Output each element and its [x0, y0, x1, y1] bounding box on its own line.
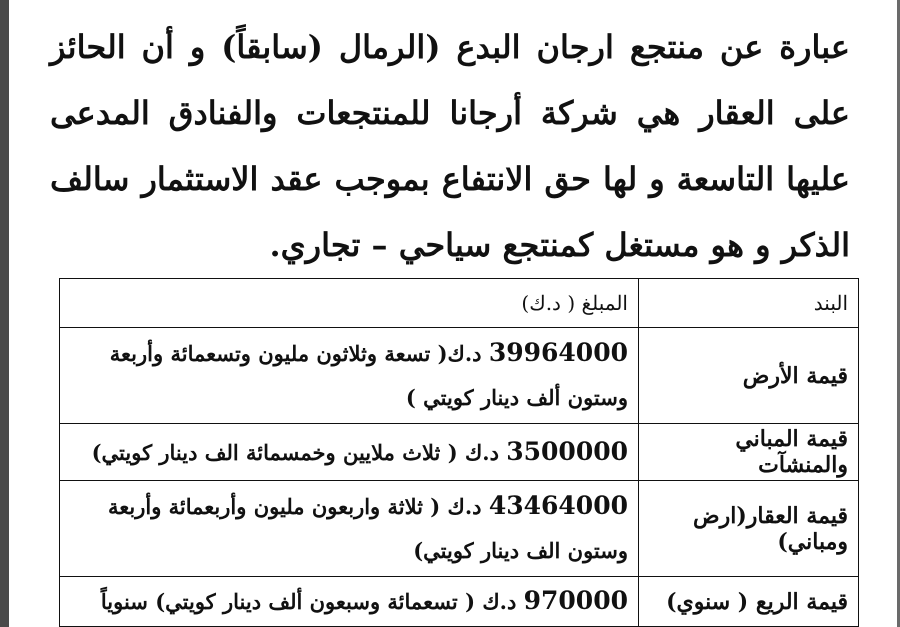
header-amount: المبلغ ( د.ك) — [60, 279, 639, 328]
amount-words: د.ك ( ثلاث ملايين وخمسمائة الف دينار كويتي) — [91, 439, 499, 465]
row-amount — [60, 328, 639, 424]
body-paragraph: عبارة عن منتجع ارجان البدع (الرمال (سابقاً) و أن الحائز على العقار هي شركة أرجانا للمنتجعات والفنادق المدعى عليها التاسعة و لها حق الانتفاع بموجب عقد الاستثمار سالف الذكر و هو مستغل كمنتجع سياحي – تجاري. — [50, 28, 851, 264]
amount-words: د.ك ( تسعمائة وسبعون ألف دينار كويتي) سنوياً — [100, 589, 517, 614]
amount-words: د.ك ( ثلاثة واربعون مليون وأربعمائة وأربعة وستون الف دينار كويتي) — [108, 494, 628, 563]
table-row — [60, 577, 859, 627]
table-row — [60, 328, 859, 424]
amount-number: 39964000 — [488, 338, 628, 367]
header-item: البند — [639, 279, 859, 328]
table-row — [60, 481, 859, 577]
row-item-label: قيمة المباني والمنشآت — [639, 424, 859, 481]
row-item-label: قيمة الريع ( سنوي) — [639, 577, 859, 627]
valuation-table — [59, 278, 859, 627]
table-row — [60, 424, 859, 481]
amount-words: د.ك( تسعة وثلاثون مليون وتسعمائة وأربعة وستون ألف دينار كويتي ) — [109, 341, 628, 410]
row-amount — [60, 424, 639, 481]
table-header-row — [60, 279, 859, 328]
page-left-edge — [0, 0, 9, 627]
amount-number: 43464000 — [488, 491, 628, 520]
row-item-label: قيمة العقار(ارض ومباني) — [639, 481, 859, 577]
row-amount — [60, 577, 639, 627]
amount-number: 3500000 — [506, 436, 628, 466]
row-amount — [60, 481, 639, 577]
amount-number: 970000 — [523, 586, 628, 615]
row-item-label: قيمة الأرض — [639, 328, 859, 424]
